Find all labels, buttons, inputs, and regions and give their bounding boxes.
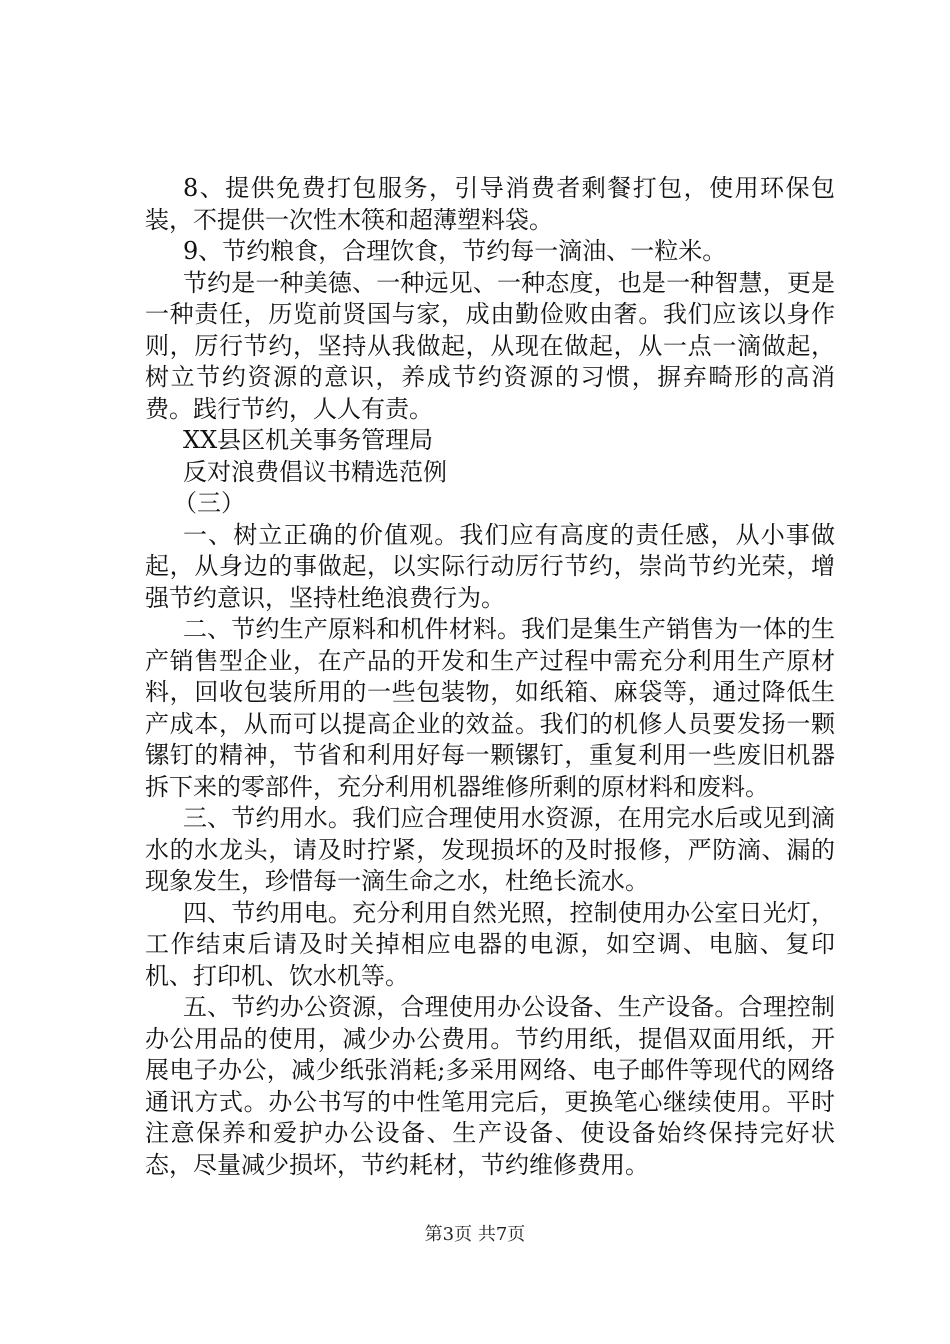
paragraph-electricity: 四、节约用电。充分利用自然光照，控制使用办公室日光灯，工作结束后请及时关掉相应电器的电源，如空调、电脑、复印机、打印机、饮水机等。 [145, 898, 835, 990]
paragraph-conclusion: 节约是一种美德、一种远见、一种态度，也是一种智慧，更是一种责任，历览前贤国与家，成由勤俭败由奢。我们应该以身作则，厉行节约，坚持从我做起，从现在做起，从一点一滴做起，树立节约资源的意识，养成节约资源的习惯，摒弃畸形的高消费。践行节约，人人有责。 [145, 268, 835, 423]
paragraph-office-resources: 五、节约办公资源，合理使用办公设备、生产设备。合理控制办公用品的使用，减少办公费用。节约用纸，提倡双面用纸，开展电子办公，减少纸张消耗;多采用网络、电子邮件等现代的网络通讯方式。办公书写的中性笔用完后，更换笔心继续使用。平时注意保养和爱护办公设备、生产设备、使设备始终保持完好状态，尽量减少损坏，节约耗材，节约维修费用。 [145, 993, 835, 1179]
paragraph-item-9: 9、节约粮食，合理饮食，节约每一滴油、一粒米。 [183, 237, 727, 265]
issuer-line: XX县区机关事务管理局 [183, 426, 434, 454]
paragraph-materials: 二、节约生产原料和机件材料。我们是集生产销售为一体的生产销售型企业，在产品的开发和生产过程中需充分利用生产原材料，回收包装所用的一些包装物，如纸箱、麻袋等，通过降低生产成本，从而可以提高企业的效益。我们的机修人员要发扬一颗镙钉的精神，节省和利用好每一颗镙钉，重复利用一些废旧机器拆下来的零部件，充分利用机器维修所剩的原材料和废料。 [145, 615, 835, 801]
paragraph-item-8: 8、提供免费打包服务，引导消费者剩餐打包，使用环保包装，不提供一次性木筷和超薄塑料袋。 [145, 174, 835, 234]
section-title: 反对浪费倡议书精选范例 [183, 457, 447, 486]
paragraph-water: 三、节约用水。我们应合理使用水资源，在用完水后或见到滴水的水龙头，请及时拧紧，发现损坏的及时报修，严防滴、漏的现象发生，珍惜每一滴生命之水，杜绝长流水。 [145, 804, 835, 895]
page-footer: 第3页 共7页 [424, 1224, 526, 1245]
document-body [145, 173, 835, 1181]
paragraph-values: 一、树立正确的价值观。我们应有高度的责任感，从小事做起，从身边的事做起，以实际行动厉行节约，崇尚节约光荣，增强节约意识，坚持杜绝浪费行为。 [145, 520, 835, 612]
section-number: （三） [173, 489, 245, 517]
